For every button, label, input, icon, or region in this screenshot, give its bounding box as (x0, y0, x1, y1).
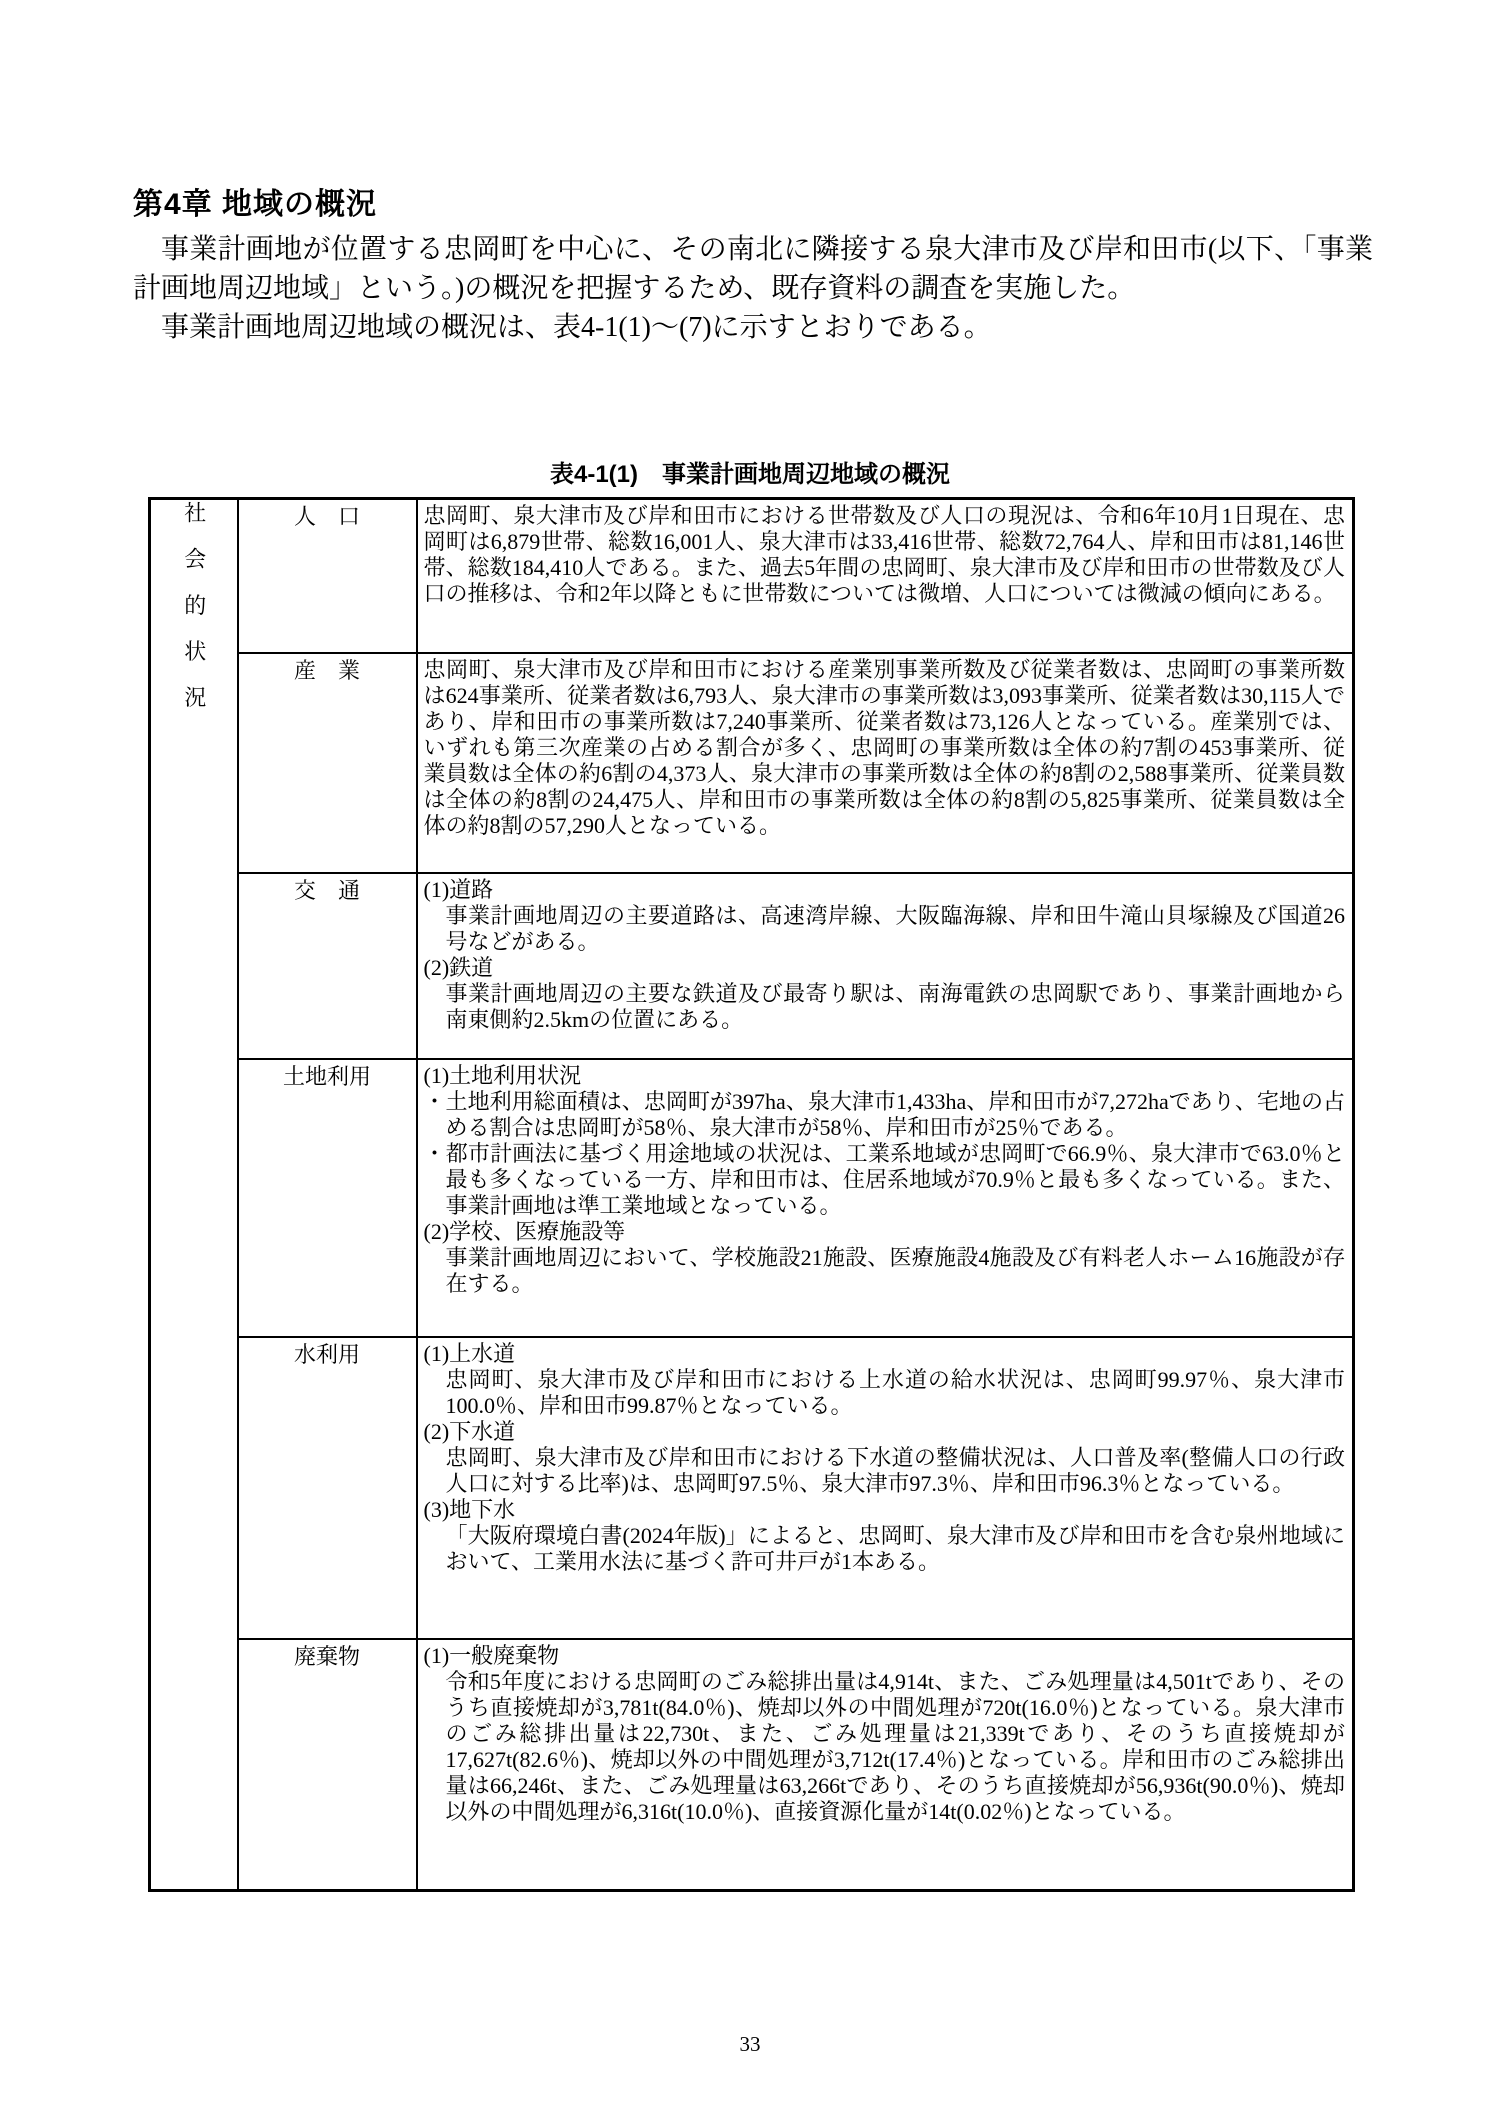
content-block: 事業計画地周辺の主要な鉄道及び最寄り駅は、南海電鉄の忠岡駅であり、事業計画地から南東側約2.5kmの位置にある。 (445, 981, 1345, 1032)
content-block: (2)下水道 (423, 1419, 516, 1444)
category-vertical-label: 社会的状況 (181, 501, 207, 732)
row-header: 交 通 (238, 873, 417, 1059)
content-block: (2)学校、医療施設等 (423, 1219, 626, 1244)
page-number: 33 (739, 2032, 761, 2056)
table-row (150, 873, 1354, 1059)
content-block: 忠岡町、泉大津市及び岸和田市における上水道の給水状況は、忠岡町99.97％、泉大津市100.0％、岸和田市99.87％となっている。 (445, 1367, 1345, 1418)
chapter-heading: 第4章 地域の概況 (133, 188, 378, 221)
table-row (150, 1337, 1354, 1639)
table-title: 表4-1(1) 事業計画地周辺地域の概況 (549, 461, 951, 488)
content-block: (1)一般廃棄物 (423, 1643, 560, 1668)
content-block: 忠岡町、泉大津市及び岸和田市における下水道の整備状況は、人口普及率(整備人口の行政人口に対する比率)は、忠岡町97.5％、泉大津市97.3％、岸和田市96.3％となっている。 (445, 1445, 1345, 1496)
content-block: (1)道路 (423, 877, 494, 902)
content-block: 「大阪府環境白書(2024年版)」によると、忠岡町、泉大津市及び岸和田市を含む泉州地域において、工業用水法に基づく許可井戸が1本ある。 (445, 1523, 1345, 1574)
content-block: 忠岡町、泉大津市及び岸和田市における世帯数及び人口の現況は、令和6年10月1日現在、忠岡町は6,879世帯、総数16,001人、泉大津市は33,416世帯、総数72,764人、岸和田市は81,146世帯、総数184,410人である。また、過去5年間の忠岡町、泉大津市及び岸和田市の世帯数及び人口の推移は、令和2年以降ともに世帯数については微増、人口については微減の傾向にある。 (423, 503, 1345, 606)
content-block: 令和5年度における忠岡町のごみ総排出量は4,914t、また、ごみ処理量は4,501tであり、そのうち直接焼却が3,781t(84.0％)、焼却以外の中間処理が720t(16.0％)となっている。泉大津市のごみ総排出量は22,730t、また、ごみ処理量は21,339tであり、そのうち直接焼却が17,627t(82.6％)、焼却以外の中間処理が3,712t(17.4％)となっている。岸和田市のごみ総排出量は66,246t、また、ごみ処理量は63,266tであり、そのうち直接焼却が56,936t(90.0％)、焼却以外の中間処理が6,316t(10.0％)、直接資源化量が14t(0.02％)となっている。 (445, 1669, 1345, 1824)
table-row (150, 653, 1354, 873)
content-block: (1)土地利用状況 (423, 1063, 582, 1088)
row-header: 廃棄物 (238, 1639, 417, 1891)
row-content (417, 499, 1354, 654)
row-content (417, 1059, 1354, 1337)
intro-paragraph: 事業計画地が位置する忠岡町を中心に、その南北に隣接する泉大津市及び岸和田市(以下、「事業計画地周辺地域」という。)の概況を把握するため、既存資料の調査を実施した。 (133, 234, 1373, 304)
row-content (417, 1337, 1354, 1639)
content-block: (1)上水道 (423, 1341, 516, 1366)
row-header: 人 口 (238, 499, 417, 654)
row-content (417, 1639, 1354, 1891)
overview-table (148, 497, 1355, 1892)
table-row (150, 1059, 1354, 1337)
content-block: 忠岡町、泉大津市及び岸和田市における産業別事業所数及び従業者数は、忠岡町の事業所数は624事業所、従業者数は6,793人、泉大津市の事業所数は3,093事業所、従業者数は30,115人であり、岸和田市の事業所数は7,240事業所、従業者数は73,126人となっている。産業別では、いずれも第三次産業の占める割合が多く、忠岡町の事業所数は全体の約7割の453事業所、従業員数は全体の約6割の4,373人、泉大津市の事業所数は全体の約8割の2,588事業所、従業員数は全体の約8割の24,475人、岸和田市の事業所数は全体の約8割の5,825事業所、従業員数は全体の約8割の57,290人となっている。 (423, 657, 1345, 838)
row-content (417, 653, 1354, 873)
content-block: ・土地利用総面積は、忠岡町が397ha、泉大津市1,433ha、岸和田市が7,272haであり、宅地の占める割合は忠岡町が58％、泉大津市が58％、岸和田市が25％である。 (423, 1089, 1345, 1140)
content-block: 事業計画地周辺の主要道路は、高速湾岸線、大阪臨海線、岸和田牛滝山貝塚線及び国道26号などがある。 (445, 903, 1345, 954)
content-block: (3)地下水 (423, 1497, 516, 1522)
intro-paragraph: 事業計画地周辺地域の概況は、表4-1(1)～(7)に示すとおりである。 (161, 312, 992, 343)
table-row (150, 499, 1354, 654)
overview-table-body (150, 499, 1354, 1891)
row-header: 土地利用 (238, 1059, 417, 1337)
content-block: (2)鉄道 (423, 955, 494, 980)
intro-text (133, 230, 1373, 347)
category-cell (150, 499, 238, 1891)
row-header: 産 業 (238, 653, 417, 873)
row-header: 水利用 (238, 1337, 417, 1639)
row-content (417, 873, 1354, 1059)
content-block: ・都市計画法に基づく用途地域の状況は、工業系地域が忠岡町で66.9％、泉大津市で63.0％と最も多くなっている一方、岸和田市は、住居系地域が70.9％と最も多くなっている。また、事業計画地は準工業地域となっている。 (423, 1141, 1345, 1218)
table-row (150, 1639, 1354, 1891)
content-block: 事業計画地周辺において、学校施設21施設、医療施設4施設及び有料老人ホーム16施設が存在する。 (445, 1245, 1345, 1296)
